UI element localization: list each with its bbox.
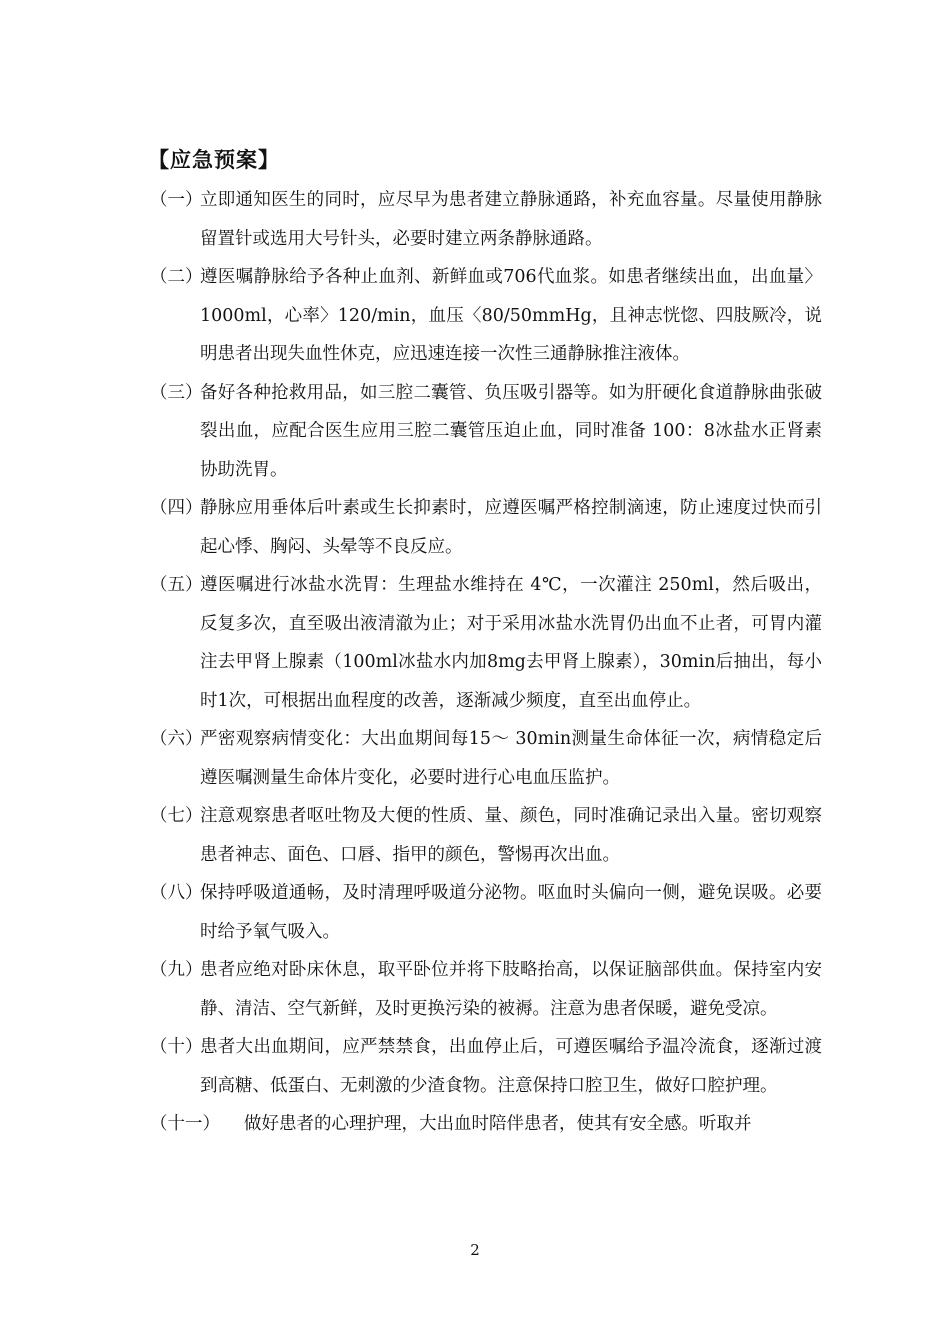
item-number: （一） — [150, 190, 203, 210]
list-item — [150, 1028, 822, 1105]
item-text: 严密观察病情变化：大出血期间每15～ 30min测量生命体征一次，病情稳定后遵医嘱测量生命体片变化，必要时进行心电血压监护。 — [200, 729, 822, 788]
item-text: 保持呼吸道通畅，及时清理呼吸道分泌物。呕血时头偏向一侧，避免误吸。必要时给予氧气吸入。 — [200, 883, 822, 942]
procedure-list — [150, 181, 822, 1144]
list-item — [150, 374, 822, 490]
list-item — [150, 874, 822, 951]
item-number: （三） — [150, 382, 203, 403]
item-text: 注意观察患者呕吐物及大便的性质、量、颜色，同时准确记录出入量。密切观察患者神志、面色、口唇、指甲的颜色，警惕再次出血。 — [200, 806, 822, 865]
item-number: （九） — [150, 960, 203, 980]
item-text: 遵医嘱静脉给予各种止血剂、新鲜血或706代血浆。如患者继续出血，出血量〉1000ml，心率〉120/min，血压〈80/50mmHg，且神志恍惚、四肢厥冷，说明患者出现失血性休克，应迅速连接一次性三通静脉推注液体。 — [200, 267, 822, 364]
section-heading: 【应急预案】 — [148, 148, 280, 172]
item-number: （四） — [150, 498, 203, 518]
list-item — [150, 489, 822, 566]
list-item — [150, 566, 822, 720]
list-item — [150, 181, 822, 258]
list-item — [150, 951, 822, 1028]
item-number: （八） — [150, 883, 203, 903]
item-number: （七） — [150, 806, 203, 826]
item-text: 静脉应用垂体后叶素或生长抑素时，应遵医嘱严格控制滴速，防止速度过快而引起心悸、胸闷、头晕等不良反应。 — [200, 498, 822, 557]
item-number: （二） — [150, 267, 203, 287]
item-text: 做好患者的心理护理，大出血时陪伴患者，使其有安全感。听取并 — [244, 1114, 752, 1134]
item-text: 备好各种抢救用品，如三腔二囊管、负压吸引器等。如为肝硬化食道静脉曲张破裂出血，应配合医生应用三腔二囊管压迫止血，同时准备 100：8冰盐水正肾素协助洗胃。 — [200, 382, 822, 480]
item-number: （十） — [150, 1037, 203, 1057]
page-number: 2 — [470, 1241, 480, 1259]
list-item — [150, 258, 822, 374]
list-item — [150, 797, 822, 874]
list-item — [150, 720, 822, 797]
list-item — [150, 1105, 822, 1144]
item-text: 遵医嘱进行冰盐水洗胃：生理盐水维持在 4℃，一次灌注 250ml，然后吸出，反复多次，直至吸出液清澈为止；对于采用冰盐水洗胃仍出血不止者，可胃内灌注去甲肾上腺素（100ml冰盐水内加8mg去甲肾上腺素），30min后抽出，每小时1次，可根据出血程度的改善，逐渐减少频度，直至出血停止。 — [200, 575, 822, 711]
item-number: （十一） — [150, 1114, 220, 1134]
item-number: （六） — [150, 729, 203, 749]
item-number: （五） — [150, 575, 203, 595]
item-text: 患者应绝对卧床休息，取平卧位并将下肢略抬高，以保证脑部供血。保持室内安静、清洁、空气新鲜，及时更换污染的被褥。注意为患者保暖，避免受凉。 — [200, 960, 822, 1019]
item-text: 患者大出血期间，应严禁禁食，出血停止后，可遵医嘱给予温冷流食，逐渐过渡到高糖、低蛋白、无刺激的少渣食物。注意保持口腔卫生，做好口腔护理。 — [200, 1037, 822, 1096]
item-text: 立即通知医生的同时，应尽早为患者建立静脉通路，补充血容量。尽量使用静脉留置针或选用大号针头，必要时建立两条静脉通路。 — [200, 190, 822, 249]
